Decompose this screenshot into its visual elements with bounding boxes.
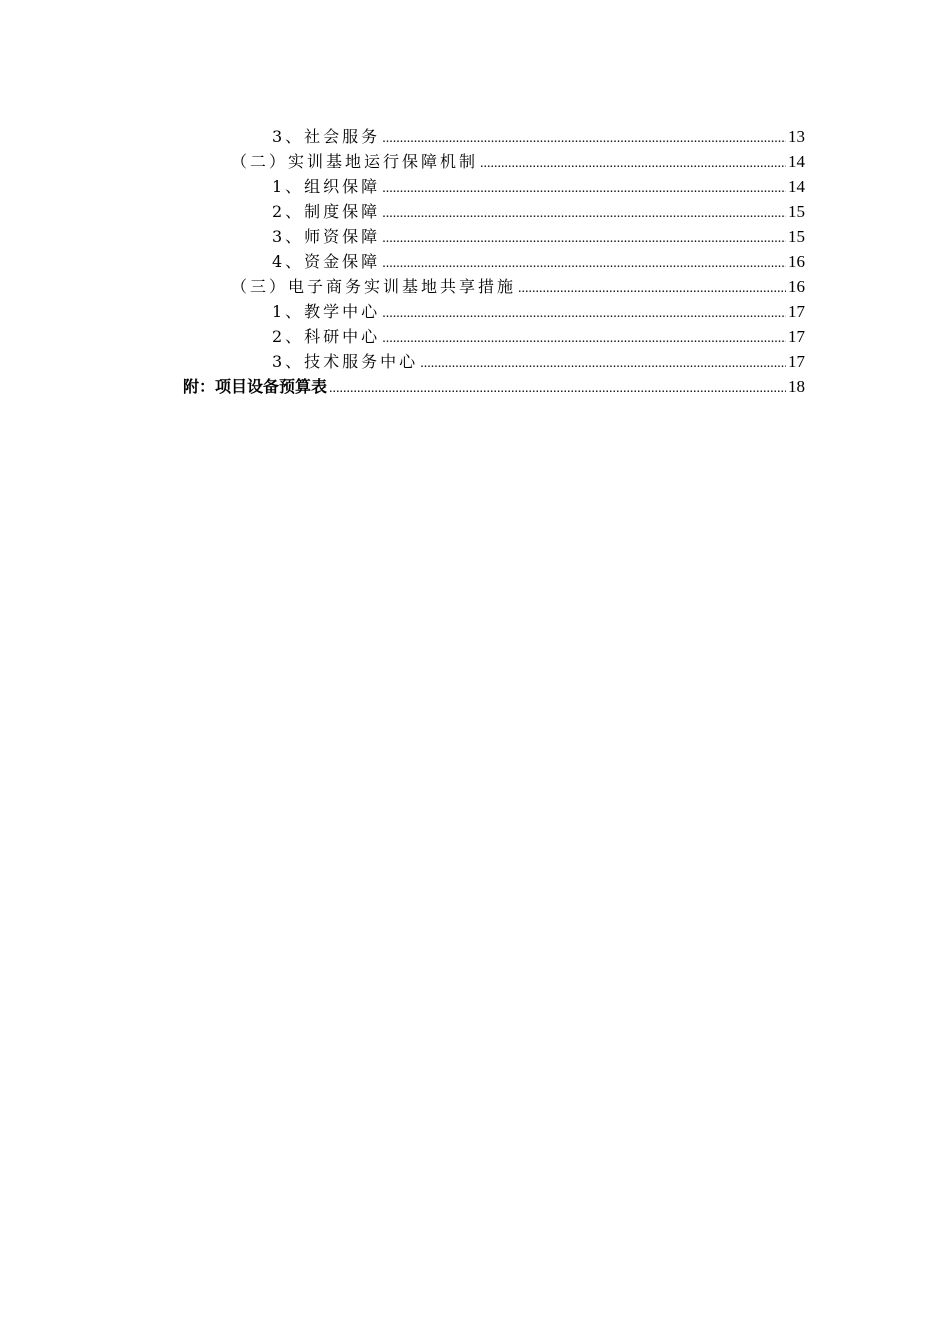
toc-entry-research-center[interactable] xyxy=(272,324,805,349)
toc-entry-sharing-measures[interactable] xyxy=(231,274,805,299)
toc-dot-leader xyxy=(382,174,786,201)
toc-dot-leader xyxy=(382,324,786,351)
toc-entry-organization-guarantee[interactable] xyxy=(272,174,805,199)
toc-entry-title: （二）实训基地运行保障机制 xyxy=(231,152,479,171)
toc-entry-title: 4、资金保障 xyxy=(272,252,381,271)
toc-entry-title: 2、制度保障 xyxy=(272,202,381,221)
toc-entry-title: 1、组织保障 xyxy=(272,177,381,196)
toc-entry-title: 3、师资保障 xyxy=(272,227,381,246)
toc-dot-leader xyxy=(382,124,786,151)
toc-page-number: 14 xyxy=(788,152,805,171)
toc-entry-title: 附：项目设备预算表 xyxy=(183,377,328,396)
toc-page-number: 16 xyxy=(788,252,805,271)
toc-entry-social-service[interactable] xyxy=(272,124,805,149)
toc-dot-leader xyxy=(382,224,786,251)
toc-entry-operation-guarantee[interactable] xyxy=(231,149,805,174)
toc-entry-teaching-center[interactable] xyxy=(272,299,805,324)
toc-page-number: 17 xyxy=(788,352,805,371)
toc-dot-leader xyxy=(382,249,786,276)
toc-page-number: 14 xyxy=(788,177,805,196)
toc-entry-title: 2、科研中心 xyxy=(272,327,381,346)
toc-dot-leader xyxy=(420,349,786,376)
toc-page-number: 17 xyxy=(788,302,805,321)
toc-page-number: 16 xyxy=(788,277,805,296)
toc-entry-system-guarantee[interactable] xyxy=(272,199,805,224)
toc-entry-funding-guarantee[interactable] xyxy=(272,249,805,274)
toc-entry-title: （三）电子商务实训基地共享措施 xyxy=(231,277,517,296)
table-of-contents xyxy=(0,124,950,399)
toc-entry-tech-service-center[interactable] xyxy=(272,349,805,374)
toc-page-number: 15 xyxy=(788,202,805,221)
toc-page-number: 17 xyxy=(788,327,805,346)
toc-page-number: 13 xyxy=(788,127,805,146)
toc-dot-leader xyxy=(518,274,786,301)
toc-dot-leader xyxy=(480,149,786,176)
toc-page-number: 18 xyxy=(788,377,805,396)
toc-entry-title: 1、教学中心 xyxy=(272,302,381,321)
toc-dot-leader xyxy=(382,199,786,226)
toc-dot-leader xyxy=(329,374,786,401)
toc-entry-title: 3、社会服务 xyxy=(272,127,381,146)
toc-dot-leader xyxy=(382,299,786,326)
toc-page-number: 15 xyxy=(788,227,805,246)
toc-entry-faculty-guarantee[interactable] xyxy=(272,224,805,249)
toc-entry-title: 3、技术服务中心 xyxy=(272,352,419,371)
toc-entry-equipment-budget[interactable] xyxy=(183,374,805,399)
